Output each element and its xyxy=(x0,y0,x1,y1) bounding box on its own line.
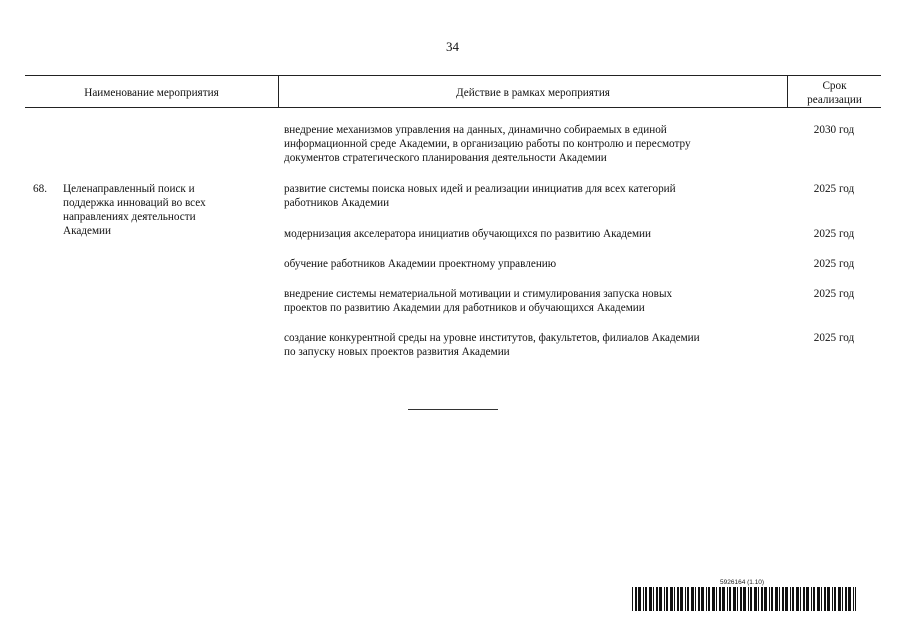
action-line: информационной среде Академии, в организацию работы по контролю и пересмотру xyxy=(284,138,691,150)
barcode-bar xyxy=(764,587,767,611)
item-name-line: Целенаправленный поиск и xyxy=(63,183,195,195)
action-text xyxy=(284,331,784,359)
barcode-bar xyxy=(680,587,683,611)
barcode-bar xyxy=(659,587,662,611)
item-number: 68. xyxy=(33,183,47,195)
barcode-bar xyxy=(733,587,736,611)
barcode-bar xyxy=(771,587,773,611)
barcode-bar xyxy=(838,587,841,611)
header-term-column-line2: реализации xyxy=(807,94,862,106)
barcode-bar xyxy=(670,587,673,611)
barcode-bar xyxy=(743,587,746,611)
barcode-bar xyxy=(806,587,809,611)
header-action-column: Действие в рамках мероприятия xyxy=(456,87,610,99)
barcode-bar xyxy=(855,587,856,611)
action-line: по запуску новых проектов развития Академии xyxy=(284,346,510,358)
barcode-bar xyxy=(695,587,696,611)
barcode-bar xyxy=(645,587,647,611)
barcode-bar xyxy=(635,587,637,611)
term-value: 2025 год xyxy=(813,258,855,270)
header-top-rule xyxy=(25,75,881,76)
barcode-bar xyxy=(750,587,752,611)
barcode-bar xyxy=(834,587,836,611)
action-text xyxy=(284,227,784,241)
barcode-bar xyxy=(775,587,778,611)
page-number: 34 xyxy=(446,39,459,54)
barcode-bar xyxy=(824,587,826,611)
barcode-bar xyxy=(813,587,815,611)
barcode-bar xyxy=(737,587,738,611)
action-line: работников Академии xyxy=(284,197,390,209)
barcode-bar xyxy=(666,587,668,611)
term-value: 2025 год xyxy=(813,288,855,300)
barcode-bar xyxy=(687,587,689,611)
barcode-bar xyxy=(740,587,742,611)
term-value: 2025 год xyxy=(813,183,855,195)
header-bottom-rule xyxy=(25,107,881,108)
action-line: обучение работников Академии проектному управлению xyxy=(284,258,557,270)
action-line: проектов по развитию Академии для работников и обучающихся Академии xyxy=(284,302,645,314)
item-name-line: поддержка инноваций во всех xyxy=(63,197,206,209)
action-line: развитие системы поиска новых идей и реализации инициатив для всех категорий xyxy=(284,183,676,195)
action-line: модернизация акселератора инициатив обучающихся по развитию Академии xyxy=(284,228,652,240)
barcode-bar xyxy=(656,587,658,611)
barcode-bar xyxy=(698,587,700,611)
barcode-bar xyxy=(677,587,679,611)
end-of-table-line xyxy=(408,409,498,410)
barcode-bar xyxy=(845,587,847,611)
header-term-column-line1: Срок xyxy=(822,80,847,92)
barcode-bar xyxy=(821,587,822,611)
action-text xyxy=(284,182,784,210)
barcode-bar xyxy=(761,587,763,611)
barcode-bar xyxy=(716,587,717,611)
barcode-bar xyxy=(701,587,704,611)
barcode-bar xyxy=(779,587,780,611)
barcode-bar xyxy=(785,587,788,611)
term-value: 2025 год xyxy=(813,228,855,240)
barcode-bar xyxy=(790,587,791,611)
action-line: внедрение системы нематериальной мотивации и стимулирования запуска новых xyxy=(284,288,673,300)
barcode-bar xyxy=(649,587,652,611)
barcode-bar xyxy=(632,587,633,611)
barcode-bar xyxy=(800,587,801,611)
barcode-bar xyxy=(685,587,686,611)
barcode-bar xyxy=(769,587,770,611)
barcode-id: 5926164 (1.10) xyxy=(720,579,765,586)
barcode-bar xyxy=(842,587,843,611)
barcode-bar xyxy=(708,587,710,611)
barcode-bar xyxy=(674,587,675,611)
barcode-bar xyxy=(817,587,820,611)
action-line: внедрение механизмов управления на данных, динамично собираемых в единой xyxy=(284,124,667,136)
term-value: 2025 год xyxy=(813,332,855,344)
barcode-bar xyxy=(796,587,799,611)
action-text xyxy=(284,123,784,165)
action-text xyxy=(284,287,784,315)
barcode-bar xyxy=(729,587,731,611)
barcode-bar xyxy=(811,587,812,611)
barcode-bar xyxy=(643,587,644,611)
barcode-bar xyxy=(691,587,694,611)
barcode-bar xyxy=(792,587,794,611)
item-name-line: направлениях деятельности xyxy=(63,211,196,223)
barcode-bar xyxy=(664,587,665,611)
barcode-bar xyxy=(719,587,721,611)
action-line: создание конкурентной среды на уровне институтов, факультетов, филиалов Академии xyxy=(284,332,700,344)
barcode-bar xyxy=(748,587,749,611)
item-name-line: Академии xyxy=(63,225,112,237)
barcode-bar xyxy=(803,587,805,611)
barcode-bar xyxy=(848,587,851,611)
barcode-bar xyxy=(722,587,725,611)
barcode-bar xyxy=(712,587,715,611)
action-text xyxy=(284,257,784,271)
term-value: 2030 год xyxy=(813,124,855,136)
barcode-bar xyxy=(832,587,833,611)
item-name xyxy=(63,182,243,238)
barcode-bar xyxy=(706,587,707,611)
header-name-column: Наименование мероприятия xyxy=(84,87,219,99)
barcode-bar xyxy=(782,587,784,611)
barcode-bar xyxy=(653,587,654,611)
barcode-bar xyxy=(758,587,759,611)
action-line: документов стратегического планирования деятельности Академии xyxy=(284,152,607,164)
barcode-bar xyxy=(754,587,757,611)
barcode-bar xyxy=(727,587,728,611)
barcode xyxy=(632,587,856,611)
barcode-bar xyxy=(638,587,641,611)
barcode-bar xyxy=(853,587,854,611)
barcode-bar xyxy=(827,587,830,611)
